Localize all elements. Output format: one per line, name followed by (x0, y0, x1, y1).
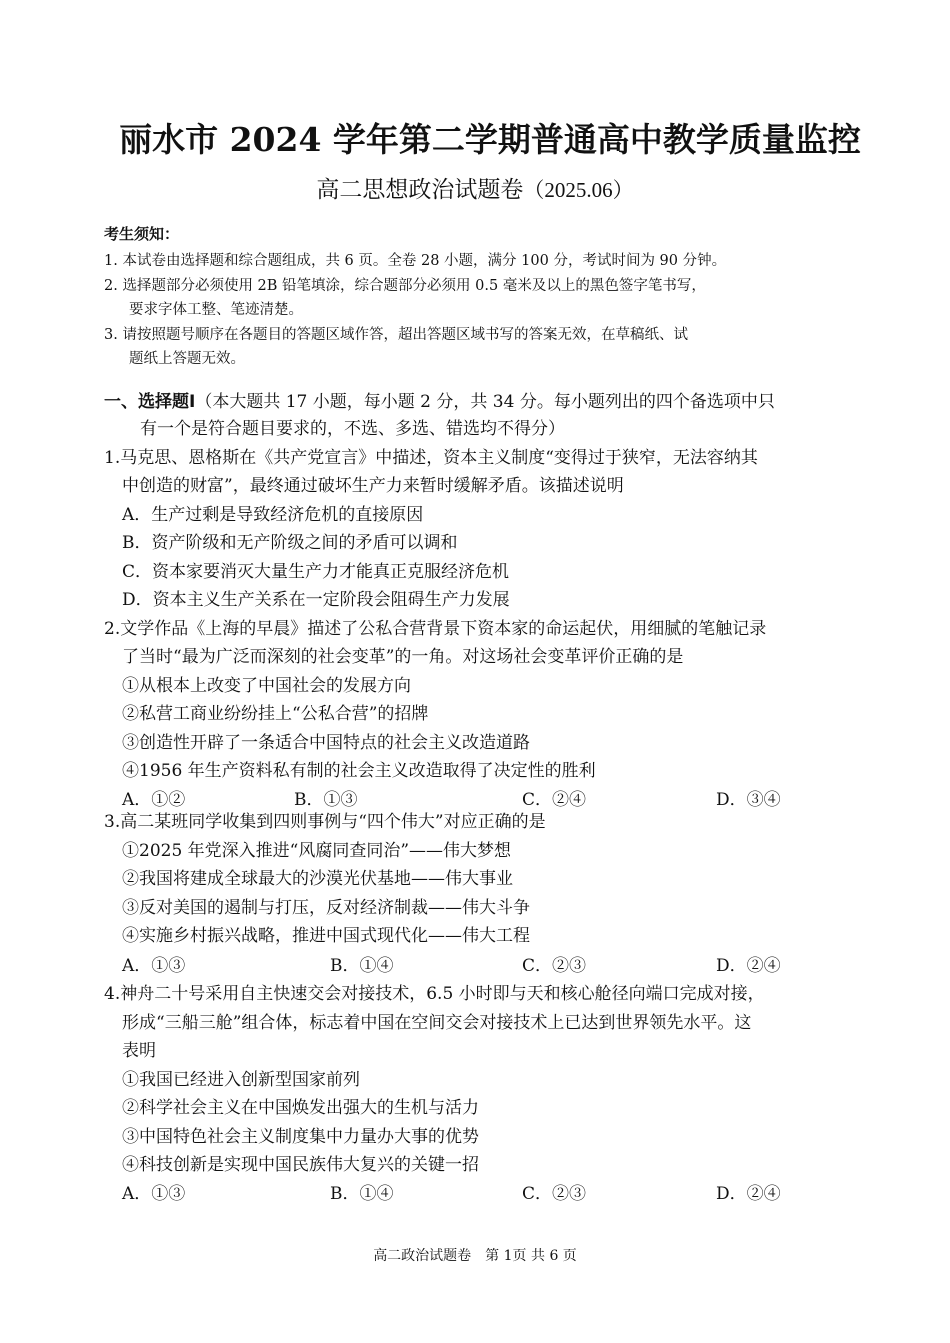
q3-choice-b: B．①④ (330, 956, 394, 976)
q4-stem: 4.神舟二十号采用自主快速交会对接技术，6.5 小时即与天和核心舱径向端口完成对接， (104, 984, 765, 1004)
q1-option-b: B．资产阶级和无产阶级之间的矛盾可以调和 (122, 533, 458, 553)
notice-heading: 考生须知： (104, 225, 180, 243)
q2-choice-c: C．②④ (522, 790, 587, 810)
q3-choice-c: C．②③ (522, 956, 587, 976)
q4-choice-d: D．②④ (716, 1184, 781, 1204)
q4-choice-a: A．①③ (122, 1184, 186, 1204)
q4-stem-cont: 形成“三船三舱”组合体，标志着中国在空间交会对接技术上已达到世界领先水平。这 (122, 1013, 752, 1033)
q3-choice-a: A．①③ (122, 956, 186, 976)
section-desc: （本大题共 17 小题，每小题 2 分，共 34 分。每小题列出的四个备选项中只 (195, 392, 775, 412)
page-footer: 高二政治试题卷 第 1页 共 6 页 (373, 1248, 577, 1264)
notice-item-2-cont: 要求字体工整、笔迹清楚。 (129, 302, 303, 318)
notice-item-3-cont: 题纸上答题无效。 (129, 351, 245, 367)
q2-statement-2: ②私营工商业纷纷挂上“公私合营”的招牌 (122, 704, 429, 724)
q3-statement-1: ①2025 年党深入推进“风腐同查同治”——伟大梦想 (122, 841, 512, 861)
q3-statement-2: ②我国将建成全球最大的沙漠光伏基地——伟大事业 (122, 869, 513, 889)
q2-choice-b: B．①③ (294, 790, 358, 810)
q4-statement-2: ②科学社会主义在中国焕发出强大的生机与活力 (122, 1098, 479, 1118)
q4-stem-cont-2: 表明 (122, 1041, 156, 1061)
exam-subtitle (0, 171, 950, 204)
section-label: 一、选择题Ⅰ (104, 392, 196, 412)
q1-option-c: C．资本家要消灭大量生产力才能真正克服经济危机 (122, 562, 510, 582)
q4-statement-3: ③中国特色社会主义制度集中力量办大事的优势 (122, 1127, 479, 1147)
exam-title: 丽水市 2024 学年第二学期普通高中教学质量监控 (119, 120, 861, 159)
subtitle-date: （2025.06） (523, 178, 634, 202)
q3-statement-3: ③反对美国的遏制与打压，反对经济制裁——伟大斗争 (122, 898, 530, 918)
q1-option-d: D．资本主义生产关系在一定阶段会阻碍生产力发展 (122, 590, 510, 610)
q2-statement-1: ①从根本上改变了中国社会的发展方向 (122, 676, 411, 696)
q3-stem: 3.高二某班同学收集到四则事例与“四个伟大”对应正确的是 (104, 812, 546, 832)
q3-choice-d: D．②④ (716, 956, 781, 976)
q2-choice-d: D．③④ (716, 790, 781, 810)
subtitle-text: 高二思想政治试题卷 (316, 177, 524, 203)
section-heading (104, 387, 775, 412)
q1-stem: 1.马克思、恩格斯在《共产党宣言》中描述，资本主义制度“变得过于狭窄，无法容纳其 (104, 448, 758, 468)
q2-stem-cont: 了当时“最为广泛而深刻的社会变革”的一角。对这场社会变革评价正确的是 (122, 647, 684, 667)
notice-item-2: 2. 选择题部分必须使用 2B 铅笔填涂，综合题部分必须用 0.5 毫米及以上的黑色签字笔书写， (104, 278, 706, 294)
q4-statement-1: ①我国已经进入创新型国家前列 (122, 1070, 360, 1090)
q3-statement-4: ④实施乡村振兴战略，推进中国式现代化——伟大工程 (122, 926, 530, 946)
q2-statement-4: ④1956 年生产资料私有制的社会主义改造取得了决定性的胜利 (122, 761, 596, 781)
q2-statement-3: ③创造性开辟了一条适合中国特点的社会主义改造道路 (122, 733, 530, 753)
q2-choice-a: A．①② (122, 790, 186, 810)
notice-item-3: 3. 请按照题号顺序在各题目的答题区域作答，超出答题区域书写的答案无效，在草稿纸、试 (104, 327, 688, 343)
q4-statement-4: ④科技创新是实现中国民族伟大复兴的关键一招 (122, 1155, 479, 1175)
q2-stem: 2.文学作品《上海的早晨》描述了公私合营背景下资本家的命运起伏，用细腻的笔触记录 (104, 619, 767, 639)
q4-choice-c: C．②③ (522, 1184, 587, 1204)
section-desc-cont: 有一个是符合题目要求的，不选、多选、错选均不得分） (140, 419, 565, 439)
notice-item-1: 1. 本试卷由选择题和综合题组成，共 6 页。全卷 28 小题，满分 100 分，考试时间为 90 分钟。 (104, 253, 727, 269)
q1-option-a: A．生产过剩是导致经济危机的直接原因 (122, 505, 424, 525)
q1-stem-cont: 中创造的财富”，最终通过破坏生产力来暂时缓解矛盾。该描述说明 (122, 476, 624, 496)
q4-choice-b: B．①④ (330, 1184, 394, 1204)
